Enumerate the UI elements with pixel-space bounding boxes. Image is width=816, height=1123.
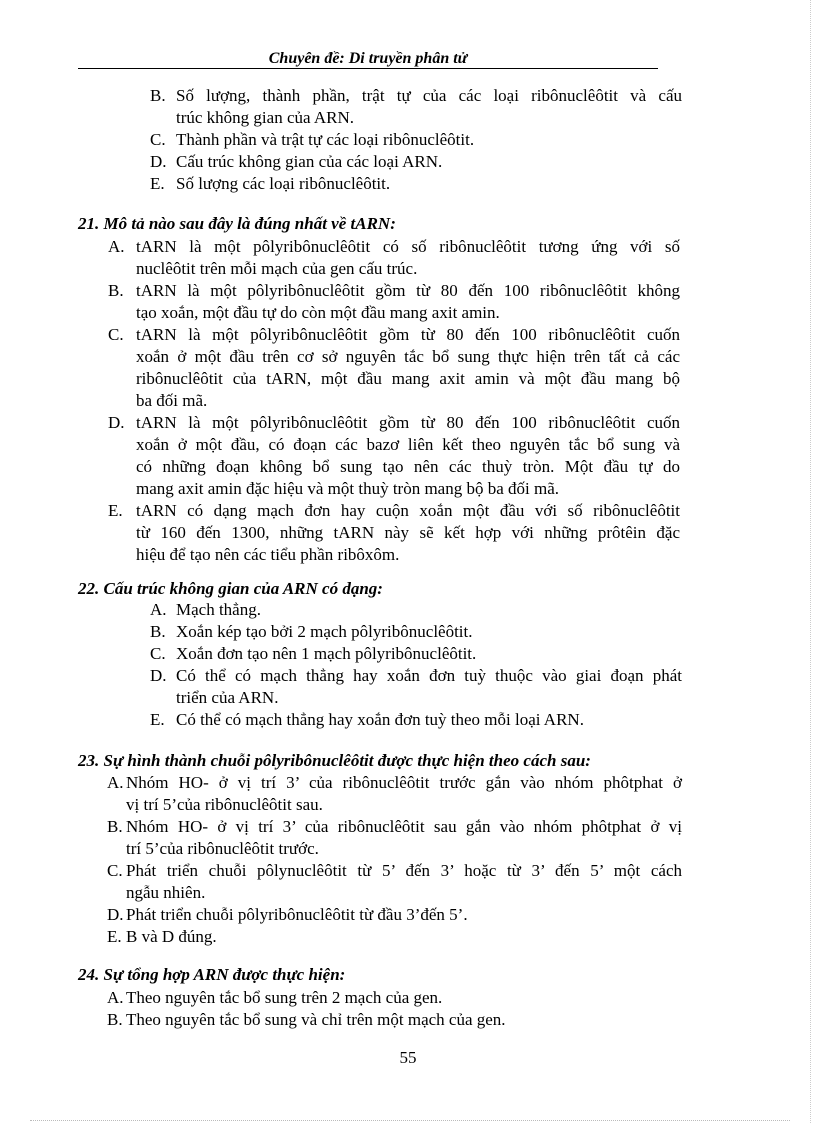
option-label: B.: [107, 817, 123, 836]
option-label: C.: [108, 325, 124, 344]
option-text-line: tARN là một pôlyribônuclêôtit có số ribônuclêôtit tương ứng với số: [136, 237, 680, 256]
option-label: A.: [107, 773, 124, 792]
option-text-line: Nhóm HO- ở vị trí 3’ của ribônuclêôtit trước gắn vào nhóm phôtphat ở: [126, 773, 682, 792]
option-text-line: trúc không gian của ARN.: [176, 108, 354, 127]
option-text-line: xoắn ở một đầu trên cơ sở nguyên tắc bổ sung thực hiện trên tất cả các: [136, 347, 680, 366]
option-text-line: Số lượng, thành phần, trật tự của các loại ribônuclêôtit và cấu: [176, 86, 682, 105]
option-label: B.: [150, 86, 166, 105]
option-text-line: B và D đúng.: [126, 927, 217, 946]
option-text-line: Xoắn kép tạo bởi 2 mạch pôlyribônuclêôtit.: [176, 622, 473, 641]
option-text-line: có những đoạn không bổ sung tạo nên các thuỳ tròn. Một đầu tự do: [136, 457, 680, 476]
option-text-line: nuclêôtit trên mỗi mạch của gen cấu trúc.: [136, 259, 418, 278]
option-text-line: ngẫu nhiên.: [126, 883, 206, 902]
option-text-line: vị trí 5’của ribônuclêôtit sau.: [126, 795, 323, 814]
option-text-line: Số lượng các loại ribônuclêôtit.: [176, 174, 391, 193]
q24-title: 24. Sự tổng hợp ARN được thực hiện:: [78, 965, 346, 984]
option-text-line: Phát triển chuỗi pôlyribônuclêôtit từ đầu 3’đến 5’.: [126, 905, 468, 924]
option-label: C.: [150, 130, 166, 149]
footer-dotted-divider: [30, 1120, 790, 1121]
option-label: A.: [107, 988, 124, 1007]
q21-title: 21. Mô tả nào sau đây là đúng nhất về tARN:: [78, 214, 396, 233]
option-text-line: Xoắn đơn tạo nên 1 mạch pôlyribônuclêôtit.: [176, 644, 477, 663]
option-text-line: ba đối mã.: [136, 391, 208, 410]
option-label: B.: [150, 622, 166, 641]
option-text-line: tARN là một pôlyribônuclêôtit gồm từ 80 đến 100 ribônuclêôtit cuốn: [136, 325, 680, 344]
option-text-line: hiệu để tạo nên các tiểu phần ribôxôm.: [136, 545, 400, 564]
option-text-line: tARN là một pôlyribônuclêôtit gồm từ 80 đến 100 ribônuclêôtit không: [136, 281, 680, 300]
option-text-line: tạo xoắn, một đầu tự do còn một đầu mang axit amin.: [136, 303, 500, 322]
q22-title: 22. Cấu trúc không gian của ARN có dạng:: [78, 579, 383, 598]
option-text-line: Phát triển chuỗi pôlynuclêôtit từ 5’ đến 3’ hoặc từ 3’ đến 5’ một cách: [126, 861, 682, 880]
option-label: C.: [150, 644, 166, 663]
option-label: D.: [107, 905, 124, 924]
option-label: D.: [150, 152, 167, 171]
option-text-line: Thành phần và trật tự các loại ribônuclêôtit.: [176, 130, 475, 149]
option-label: E.: [150, 710, 165, 729]
option-text-line: ribônuclêôtit của tARN, một đầu mang axit amin và một đầu mang bộ: [136, 369, 680, 388]
option-text-line: triển của ARN.: [176, 688, 279, 707]
option-text-line: xoắn ở một đầu, có đoạn các bazơ liên kết theo nguyên tắc bổ sung và: [136, 435, 680, 454]
option-text-line: từ 160 đến 1300, những tARN này sẽ kết hợp với những prôtêin đặc: [136, 523, 680, 542]
option-label: A.: [150, 600, 167, 619]
option-label: E.: [107, 927, 122, 946]
page-header-title: Chuyên đề: Di truyền phân tử: [268, 50, 468, 67]
option-text-line: Theo nguyên tắc bổ sung trên 2 mạch của gen.: [126, 988, 443, 1007]
q23-title: 23. Sự hình thành chuỗi pôlyribônuclêôtit được thực hiện theo cách sau:: [78, 751, 591, 770]
option-text-line: Nhóm HO- ở vị trí 3’ của ribônuclêôtit sau gắn vào nhóm phôtphat ở vị: [126, 817, 682, 836]
option-label: E.: [150, 174, 165, 193]
option-label: E.: [108, 501, 123, 520]
option-text-line: mang axit amin đặc hiệu và một thuỳ tròn mang bộ ba đối mã.: [136, 479, 560, 498]
option-label: B.: [108, 281, 124, 300]
option-text-line: Có thể có mạch thẳng hay xoắn đơn tuỳ theo mỗi loại ARN.: [176, 710, 584, 729]
option-text-line: Theo nguyên tắc bổ sung và chỉ trên một mạch của gen.: [126, 1010, 506, 1029]
option-text-line: Mạch thẳng.: [176, 600, 261, 619]
option-text-line: Cấu trúc không gian của các loại ARN.: [176, 152, 443, 171]
option-label: B.: [107, 1010, 123, 1029]
side-dotted-divider: [810, 0, 811, 1123]
option-text-line: tARN là một pôlyribônuclêôtit gồm từ 80 đến 100 ribônuclêôtit cuốn: [136, 413, 680, 432]
option-text-line: Có thể có mạch thẳng hay xoắn đơn tuỳ thuộc vào giai đoạn phát: [176, 666, 682, 685]
header-divider: [78, 68, 658, 69]
option-text-line: trí 5’của ribônuclêôtit trước.: [126, 839, 319, 858]
option-label: D.: [108, 413, 125, 432]
option-text-line: tARN có dạng mạch đơn hay cuộn xoắn một đầu với số ribônuclêôtit: [136, 501, 680, 520]
option-label: A.: [108, 237, 125, 256]
page-number: 55: [399, 1048, 417, 1067]
option-label: C.: [107, 861, 123, 880]
option-label: D.: [150, 666, 167, 685]
